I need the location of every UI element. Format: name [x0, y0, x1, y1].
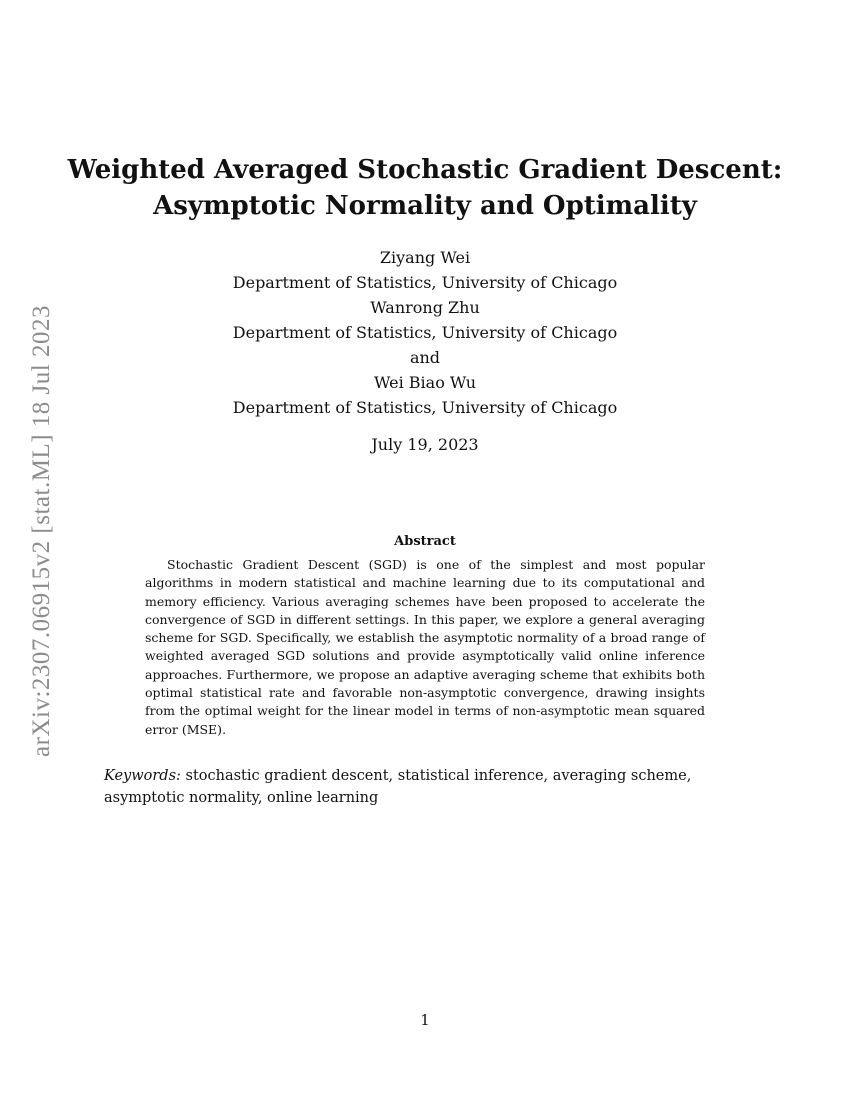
author-name: Wei Biao Wu	[373, 373, 477, 392]
paper-date: July 19, 2023	[371, 435, 479, 454]
author-affiliation: Department of Statistics, University of Chicago	[232, 273, 618, 292]
author-conjunction: and	[409, 348, 441, 367]
keywords	[104, 765, 744, 809]
arxiv-side-stamp: arXiv:2307.06915v2 [stat.ML] 18 Jul 2023	[28, 305, 55, 757]
author-name: Wanrong Zhu	[370, 298, 480, 317]
page-number: 1	[420, 1011, 430, 1029]
paper-title	[0, 152, 850, 224]
keywords-text: stochastic gradient descent, statistical inference, averaging scheme, asymptotic normality, online learning	[104, 768, 692, 806]
title-line-2: Asymptotic Normality and Optimality	[153, 191, 697, 221]
author-name: Ziyang Wei	[379, 248, 471, 267]
title-line-1: Weighted Averaged Stochastic Gradient Descent:	[67, 155, 783, 185]
author-affiliation: Department of Statistics, University of Chicago	[232, 398, 618, 417]
author-block	[0, 245, 850, 420]
keywords-label: Keywords:	[104, 768, 186, 784]
abstract-heading: Abstract	[394, 534, 456, 549]
author-affiliation: Department of Statistics, University of Chicago	[232, 323, 618, 342]
abstract-text: Stochastic Gradient Descent (SGD) is one of the simplest and most popular algorithms in modern statistical and machine learning due to its computational and memory efficiency. Various averaging schemes have been proposed to accelerate the convergence of SGD in different settings. In this paper, we explore a general averaging scheme for SGD. Specifically, we establish the asymptotic normality of a broad range of weighted averaged SGD solutions and provide asymptotically valid online inference approaches. Furthermore, we propose an adaptive averaging scheme that exhibits both optimal statistical rate and favorable non-asymptotic convergence, drawing insights from the optimal weight for the linear model in terms of non-asymptotic mean squared error (MSE).	[145, 557, 705, 737]
